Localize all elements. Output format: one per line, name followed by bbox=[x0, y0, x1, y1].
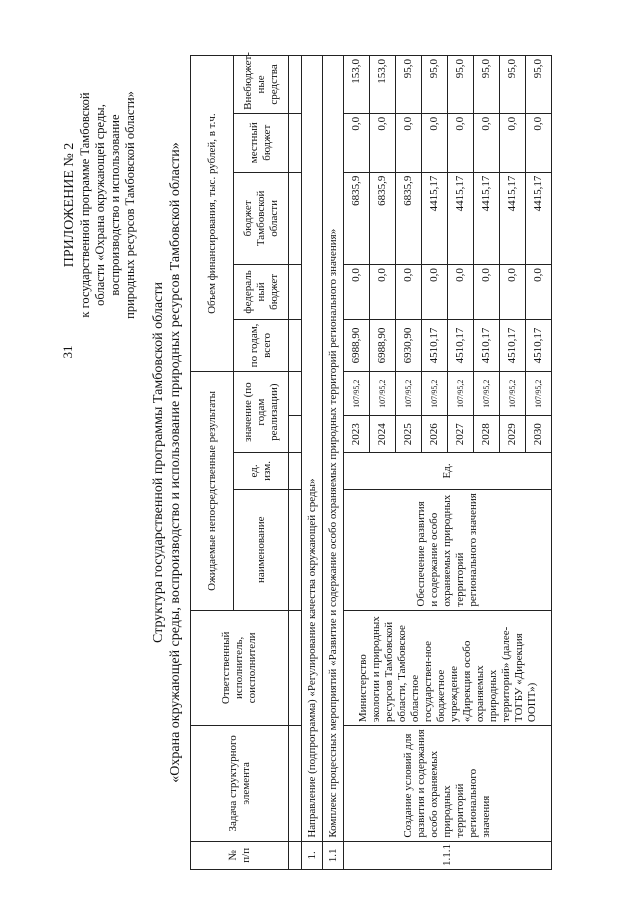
column-number bbox=[289, 610, 302, 726]
subsection-title: Комплекс процессных мероприятий «Развитие и содержание особо охраняемых природных территорий регионального значения» bbox=[323, 56, 344, 842]
header-responsible: Ответственный исполнитель, соисполнители bbox=[191, 610, 289, 726]
year-cell: 2025 bbox=[396, 416, 422, 453]
header-offbudget: Внебюджет-ные средства bbox=[234, 56, 289, 114]
column-number bbox=[289, 416, 302, 453]
structure-table bbox=[190, 52, 552, 870]
local-cell: 0,0 bbox=[396, 113, 422, 172]
value-cell: 107/95,2 bbox=[448, 372, 474, 416]
total-cell: 4510,17 bbox=[526, 319, 552, 372]
offbudget-cell: 95,0 bbox=[396, 56, 422, 114]
federal-cell: 0,0 bbox=[526, 265, 552, 320]
offbudget-cell: 95,0 bbox=[474, 56, 500, 114]
header-financing: Объем финансирования, тыс. рублей, в т.ч. bbox=[191, 56, 234, 372]
column-number bbox=[289, 726, 302, 842]
offbudget-cell: 153,0 bbox=[370, 56, 396, 114]
subsection-num: 1.1 bbox=[323, 841, 344, 869]
total-cell: 4510,17 bbox=[500, 319, 526, 372]
regional-cell: 4415,17 bbox=[448, 172, 474, 264]
total-cell: 6988,90 bbox=[344, 319, 370, 372]
year-cell: 2029 bbox=[500, 416, 526, 453]
column-number bbox=[289, 489, 302, 610]
value-cell: 107/95,2 bbox=[526, 372, 552, 416]
header-results: Ожидаемые непосредственные результаты bbox=[191, 372, 234, 610]
header-name: наименование bbox=[234, 489, 289, 610]
year-cell: 2024 bbox=[370, 416, 396, 453]
value-cell: 107/95,2 bbox=[396, 372, 422, 416]
item-num: 1.1.1 bbox=[344, 841, 552, 869]
regional-cell: 6835,9 bbox=[370, 172, 396, 264]
federal-cell: 0,0 bbox=[396, 265, 422, 320]
local-cell: 0,0 bbox=[370, 113, 396, 172]
section-num: 1. bbox=[302, 841, 323, 869]
structure-title-line2: «Охрана окружающей среды, воспроизводство и использование природных ресурсов Тамбовской области» bbox=[168, 142, 183, 783]
appendix-block bbox=[62, 55, 138, 355]
header-federal: федераль ный бюджет bbox=[234, 265, 289, 320]
total-cell: 4510,17 bbox=[422, 319, 448, 372]
offbudget-cell: 95,0 bbox=[422, 56, 448, 114]
local-cell: 0,0 bbox=[448, 113, 474, 172]
appendix-line: природных ресурсов Тамбовской области» bbox=[123, 91, 137, 319]
local-cell: 0,0 bbox=[526, 113, 552, 172]
column-number bbox=[289, 372, 302, 416]
local-cell: 0,0 bbox=[344, 113, 370, 172]
offbudget-cell: 95,0 bbox=[500, 56, 526, 114]
regional-cell: 6835,9 bbox=[344, 172, 370, 264]
year-cell: 2027 bbox=[448, 416, 474, 453]
offbudget-cell: 95,0 bbox=[526, 56, 552, 114]
item-responsible: Министерство экологии и природных ресурсов Тамбовской области, Тамбовское областное государствен-ное бюджетное учреждение «Дирекция особо охраняемых природных территорий» (далее- ТОГБУ «Дирекция ООПТ») bbox=[344, 610, 552, 726]
header-by-years: по годам, всего bbox=[234, 319, 289, 372]
value-cell: 107/95,2 bbox=[370, 372, 396, 416]
value-cell: 107/95,2 bbox=[422, 372, 448, 416]
column-number bbox=[289, 172, 302, 264]
header-task: Задача структурного элемента bbox=[191, 726, 289, 842]
regional-cell: 4415,17 bbox=[500, 172, 526, 264]
column-number bbox=[289, 265, 302, 320]
year-cell: 2023 bbox=[344, 416, 370, 453]
local-cell: 0,0 bbox=[474, 113, 500, 172]
total-cell: 6930,90 bbox=[396, 319, 422, 372]
local-cell: 0,0 bbox=[422, 113, 448, 172]
federal-cell: 0,0 bbox=[448, 265, 474, 320]
appendix-title: ПРИЛОЖЕНИЕ № 2 bbox=[62, 142, 77, 268]
regional-cell: 4415,17 bbox=[422, 172, 448, 264]
total-cell: 4510,17 bbox=[448, 319, 474, 372]
total-cell: 6988,90 bbox=[370, 319, 396, 372]
appendix-line: воспроизводство и использование bbox=[108, 114, 122, 296]
item-unit: Ед. bbox=[344, 453, 552, 490]
federal-cell: 0,0 bbox=[344, 265, 370, 320]
year-cell: 2026 bbox=[422, 416, 448, 453]
total-cell: 4510,17 bbox=[474, 319, 500, 372]
value-cell: 107/95,2 bbox=[474, 372, 500, 416]
header-regional: бюджет Тамбовской области bbox=[234, 172, 289, 264]
regional-cell: 4415,17 bbox=[474, 172, 500, 264]
federal-cell: 0,0 bbox=[370, 265, 396, 320]
column-number bbox=[289, 113, 302, 172]
structure-title-line1: Структура государственной программы Тамбовской области bbox=[151, 282, 166, 643]
header-value: значение (по годам реализации) bbox=[234, 372, 289, 453]
year-cell: 2028 bbox=[474, 416, 500, 453]
year-cell: 2030 bbox=[526, 416, 552, 453]
header-unit: ед. изм. bbox=[234, 453, 289, 490]
local-cell: 0,0 bbox=[500, 113, 526, 172]
column-number bbox=[289, 56, 302, 114]
header-local: местный бюджет bbox=[234, 113, 289, 172]
structure-title bbox=[150, 55, 184, 870]
column-number bbox=[289, 453, 302, 490]
item-task: Создание условий для развития и содержания особо охраняемых природных территорий регионального значения bbox=[344, 726, 552, 842]
federal-cell: 0,0 bbox=[500, 265, 526, 320]
federal-cell: 0,0 bbox=[422, 265, 448, 320]
page-number: 31 bbox=[60, 345, 75, 359]
landscape-content bbox=[62, 52, 635, 870]
offbudget-cell: 95,0 bbox=[448, 56, 474, 114]
column-number bbox=[289, 319, 302, 372]
offbudget-cell: 153,0 bbox=[344, 56, 370, 114]
value-cell: 107/95,2 bbox=[500, 372, 526, 416]
federal-cell: 0,0 bbox=[474, 265, 500, 320]
value-cell: 107/95,2 bbox=[344, 372, 370, 416]
section-title: Направление (подпрограмма) «Регулирование качества окружающей среды» bbox=[302, 56, 323, 842]
column-number bbox=[289, 841, 302, 869]
header-num: № п/п bbox=[191, 841, 289, 869]
regional-cell: 4415,17 bbox=[526, 172, 552, 264]
appendix-line: области «Охрана окружающей среды, bbox=[93, 104, 107, 306]
regional-cell: 6835,9 bbox=[396, 172, 422, 264]
item-result: Обеспечение развития и содержание особо охраняемых природных территорий регионального значения bbox=[344, 489, 552, 610]
appendix-line: к государственной программе Тамбовской bbox=[78, 92, 92, 318]
